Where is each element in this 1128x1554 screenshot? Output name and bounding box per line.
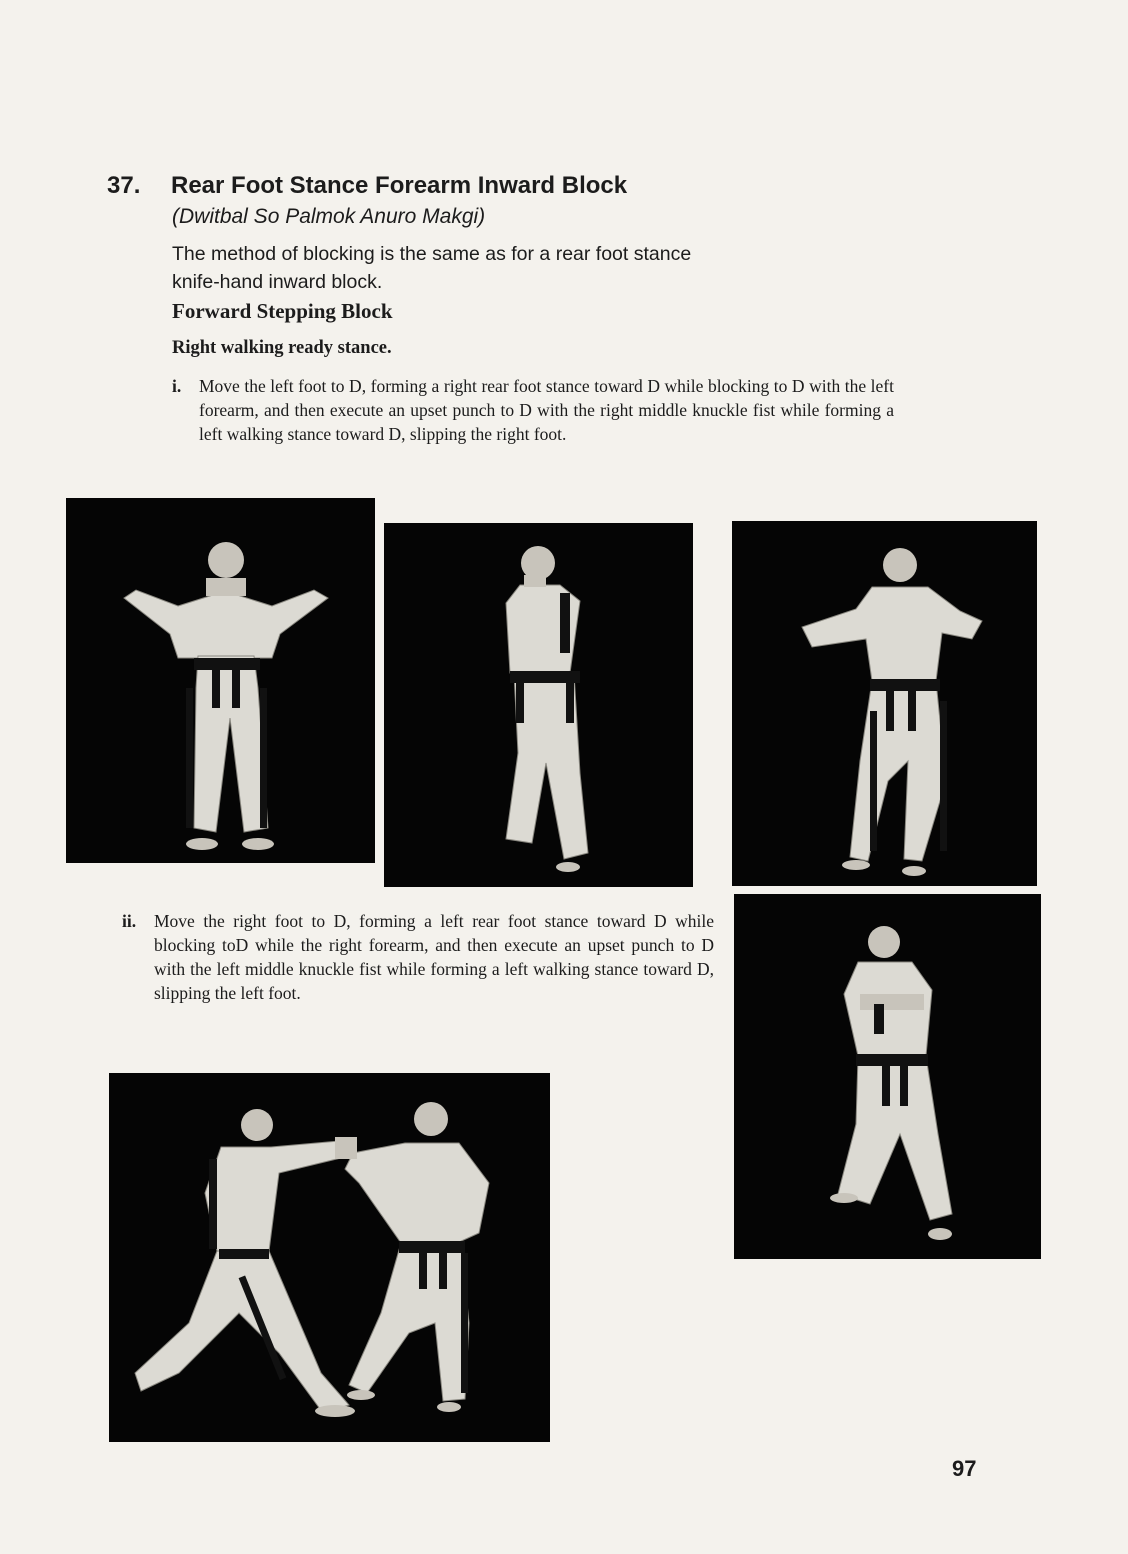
figure-illustration xyxy=(384,523,693,887)
section-intro: The method of blocking is the same as for a rear foot stance knife-hand inward block. xyxy=(172,243,692,293)
photo-partner-demonstration xyxy=(109,1073,550,1442)
figure-illustration xyxy=(732,521,1037,886)
step-i-label: i. xyxy=(172,376,182,396)
figure-illustration xyxy=(109,1073,550,1442)
step-ii-text: Move the right foot to D, forming a left rear foot stance toward D while blocking toD while the right forearm, and then execute an upset punch to D with the left middle knuckle fist while forming a left walking stance toward D, slipping the left foot. xyxy=(154,911,714,1003)
sub-heading: Forward Stepping Block xyxy=(172,299,393,323)
section-number: 37. xyxy=(107,172,141,199)
photo-rear-foot-stance xyxy=(732,521,1037,886)
step-ii xyxy=(122,909,714,1005)
section-subtitle: (Dwitbal So Palmok Anuro Makgi) xyxy=(172,205,486,228)
figure-illustration xyxy=(734,894,1041,1259)
section-title: Rear Foot Stance Forearm Inward Block xyxy=(171,172,628,199)
step-i xyxy=(172,374,894,446)
page-number: 97 xyxy=(952,1456,977,1481)
photo-ready-stance xyxy=(66,498,375,863)
step-i-text: Move the left foot to D, forming a right rear foot stance toward D while blocking to D with the left forearm, and then execute an upset punch to D with the right middle knuckle fist while forming a left walking stance toward D, slipping the right foot. xyxy=(199,376,894,444)
ready-stance: Right walking ready stance. xyxy=(172,338,392,358)
photo-forearm-block xyxy=(384,523,693,887)
step-ii-label: ii. xyxy=(122,911,137,931)
figure-illustration xyxy=(66,498,375,863)
photo-upset-punch xyxy=(734,894,1041,1259)
